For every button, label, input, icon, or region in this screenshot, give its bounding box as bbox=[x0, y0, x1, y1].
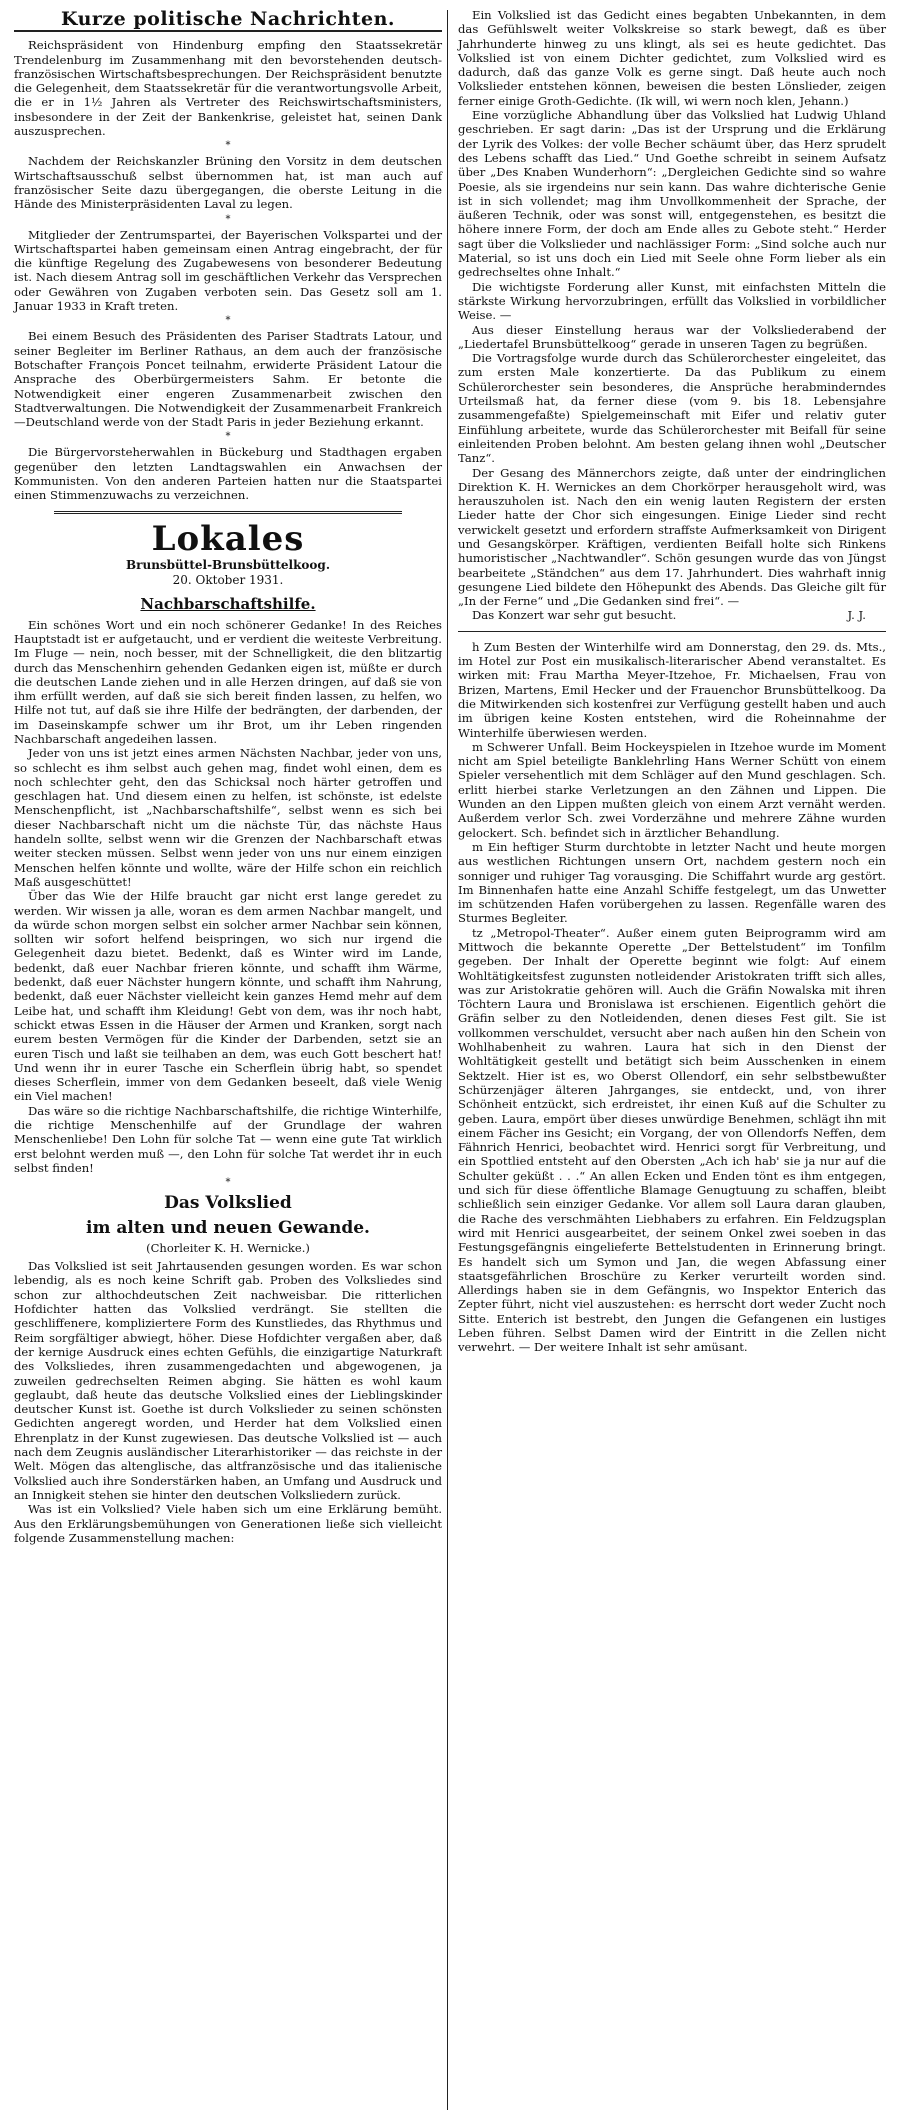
news-item: m Schwerer Unfall. Beim Hockeyspielen in Itzehoe wurde im Moment nicht am Spiel beteiligte Banklehrling Hans Werner Schütt von einem Spieler versehentlich mit dem Schläger auf den Mund geschlagen. Sch. erlitt hierbei starke Verletzungen an den Zähnen und Lippen. Die Wunden an den Lippen mußten gleich von einem Arzt vernäht werden. Außerdem verlor Sch. zwei Vorderzähne und mehrere Zähne wurden gelockert. Sch. befindet sich in ärztlicher Behandlung. bbox=[458, 739, 886, 840]
separator-star: * bbox=[225, 140, 231, 152]
news-item: h Zum Besten der Winterhilfe wird am Donnerstag, den 29. ds. Mts., im Hotel zur Post ein musikalisch-literarischer Abend veranstaltet. Es wirken mit: Frau Martha Meyer-Itzehoe, Fr. Michaelsen, Frau von Brizen, Martens, Emil Hecker und der Frauenchor Brunsbüttelkoog. Da die Mitwirkenden sich kostenfrei zur Verfügung gestellt haben und auch im übrigen keine Kosten entstehen, wird die Roheinnahme der Winterhilfe überwiesen werden. bbox=[458, 639, 886, 740]
folksong-title-1: Das Volkslied bbox=[164, 1193, 292, 1214]
author-signature: J. J. bbox=[847, 608, 866, 623]
politics-item: Reichspräsident von Hindenburg empfing den Staatssekretär Trendelenburg im Zusammenhang mit den bevorstehenden deutsch-französischen Wirtschaftsbesprechungen. Der Reichspräsident benutzte die Gelegenheit, dem Staatssekretär für die verantwortungsvolle Arbeit, die er in 1½ Jahren als Vertreter des Reichswirtschaftsministers, insbesondere in der Zeit der Bankenkrise, geleistet hat, seinen Dank auszusprechen. bbox=[14, 38, 442, 139]
folksong-paragraph: Der Gesang des Männerchors zeigte, daß unter der eindringlichen Direktion K. H. Wernickes an dem Chorkörper herausgeholt wird, was herauszuholen ist. Nach den ein wenig lauten Registern der ersten Lieder hatte der Chor sich eingesungen. Einige Lieder sind recht verwickelt gesetzt und erfordern straffste Aufmerksamkeit von Dirigent und Gesangskörper. Kräftigen, verdienten Beifall holte sich Rinkens humoristischer „Nachtwandler“. Schön gesungen wurde das von Jüngst bearbeitete „Ständchen“ aus dem 17. Jahrhundert. Dies wahrhaft innig gesungene Lied bildete den Höhepunkt des Abends. Das Gleiche gilt für „In der Ferne“ und „Die Gedanken sind frei“. — bbox=[458, 465, 886, 609]
separator-star: * bbox=[225, 315, 231, 327]
section-divider bbox=[54, 511, 402, 514]
folksong-paragraph: Ein Volkslied ist das Gedicht eines begabten Unbekannten, in dem das Gefühlswelt weiter Volkskreise so stark bewegt, daß es über Jahrhunderte hinweg zu uns klingt, als sei es heute gedichtet. Das Volkslied ist von einem Dichter gedichtet, zum Volkslied wird es dadurch, daß das ganze Volk es gerne singt. Daß heute auch noch Volkslieder entstehen können, beweisen die besten Lönslieder, zeigen ferner einige Groth-Gedichte. (Ik will, wi wern noch klen, Jehann.) bbox=[458, 8, 886, 108]
folksong-paragraph: Was ist ein Volkslied? Viele haben sich um eine Erklärung bemüht. Aus den Erklärungsbemühungen von Generationen ließe sich vielleicht folgende Zusammenstellung machen: bbox=[14, 1502, 442, 1545]
local-place: Brunsbüttel-Brunsbüttelkoog. bbox=[126, 557, 330, 572]
neighbour-title: Nachbarschaftshilfe. bbox=[140, 594, 316, 613]
right-column bbox=[458, 8, 886, 1355]
left-column bbox=[14, 8, 442, 1545]
neighbour-paragraph: Das wäre so die richtige Nachbarschaftshilfe, die richtige Winterhilfe, die richtige Menschenhilfe auf der Grundlage der wahren Menschenliebe! Den Lohn für solche Tat — wenn eine gute Tat wirklich erst belohnt werden muß —, den Lohn für solche Tat werdet ihr in euch selbst finden! bbox=[14, 1103, 442, 1175]
local-heading: Lokales bbox=[151, 518, 305, 559]
politics-heading: Kurze politische Nachrichten. bbox=[14, 12, 442, 32]
section-divider bbox=[458, 631, 886, 632]
column-rule bbox=[447, 10, 448, 2110]
neighbour-paragraph: Über das Wie der Hilfe braucht gar nicht erst lange geredet zu werden. Wir wissen ja alle, woran es dem armen Nachbar mangelt, und da würde schon morgen selbst ein solcher armer Nachbar sein können, sollten wir sofort helfend beispringen, wo sich nur irgend die Gelegenheit dazu bietet. Bedenkt, daß es Winter wird im Lande, bedenkt, daß euer Nachbar frieren könnte, und schafft ihm Wärme, bedenkt, daß euer Nächster hungern könnte, und schafft ihm Nahrung, bedenkt, daß euer Nächster vielleicht kein ganzes Hemd mehr auf dem Leibe hat, und schafft ihm Kleidung! Gebt von dem, was ihr noch habt, schickt etwas Essen in die Häuser der Armen und Kranken, sorgt nach eurem besten Vermögen für die Kinder der Darbenden, setzt sie an euren Tisch und laßt sie teilhaben an dem, was euch Gott beschert hat! Und wenn ihr in eurer Tasche ein Scherflein übrig habt, so spendet dieses Scherflein, immer von dem Gedanken beseelt, daß viele Wenig ein Viel machen! bbox=[14, 889, 442, 1104]
neighbour-paragraph: Jeder von uns ist jetzt eines armen Nächsten Nachbar, jeder von uns, so schlecht es ihm selbst auch gehen mag, findet wohl einen, dem es noch schlechter geht, den das Schicksal noch härter getroffen und geschlagen hat. Und diesem einen zu helfen, ist schönste, ist edelste Menschenpflicht, ist „Nachbarschaftshilfe“, selbst wenn es sich bei dieser Nachbarschaft nicht um die nächste Tür, das nächste Haus handeln sollte, selbst wenn wir die Grenzen der Nachbarschaft etwas weiter stecken müssen. Selbst wenn jeder von uns nur einem einzigen Menschen helfen könnte und wollte, wäre der Hilfe schon ein reichlich Maß ausgeschüttet! bbox=[14, 746, 442, 889]
news-item: tz „Metropol-Theater“. Außer einem guten Beiprogramm wird am Mittwoch die bekannte Operette „Der Bettelstudent“ im Tonfilm gegeben. Der Inhalt der Operette beginnt wie folgt: Auf einem Wohltätigkeitsfest zugunsten notleidender Aristokraten trifft sich alles, was zur Aristokratie gehören will. Auch die Gräfin Nowalska mit ihren Töchtern Laura und Bronislawa ist erschienen. Eigentlich gehört die Gräfin selber zu den Notleidenden, denen dieses Fest gilt. Sie ist vollkommen verschuldet, versucht aber nach außen hin den Schein von Wohlhabenheit zu wahren. Laura hat sich in den Dienst der Wohltätigkeit gestellt und betätigt sich beim Ausschenken in einem Sektzelt. Hier ist es, wo Oberst Ollendorf, ein sehr selbstbewußter Schürzenjäger älteren Jahrganges, sie entdeckt, und, von ihrer Schönheit entzückt, sich erdreistet, ihr einen Kuß auf die Schulter zu geben. Laura, empört über dieses unwürdige Benehmen, schlägt ihn mit einem Fächer ins Gesicht; ein Vorgang, der von Ollendorfs Neffen, dem Fähnrich Henrici, beobachtet wird. Henrici sorgt für Verbreitung, und ein Spottlied entsteht auf den Obersten „Ach ich hab' sie ja nur auf die Schulter geküßt . . .“ An allen Ecken und Enden tönt es ihm entgegen, und sich für diese öffentliche Blamage Genugtuung zu schaffen, bleibt schließlich sein einziger Gedanke. Vor allem soll Laura daran glauben, die Rache des verschmähten Liebhabers zu erfahren. Ein Feldzugsplan wird mit Henrici ausgearbeitet, der seinem Onkel zwei soeben in das Festungsgefängnis eingelieferte Bettelstudenten in Erinnerung bringt. Es handelt sich um Symon und Jan, die wegen Abfassung einer staatsgefährlichen Broschüre zu Kerker verurteilt worden sind. Allerdings haben sie in dem Gefängnis, wo Inspektor Enterich das Zepter führt, nicht viel auszustehen: es herrscht dort weder Zucht noch Sitte. Enterich ist bestrebt, den Jungen die Gefangenen ein lustiges Leben führen. Selbst Damen wird der Eintritt in die Zellen nicht verwehrt. — Der weitere Inhalt ist sehr amüsant. bbox=[458, 925, 886, 1355]
neighbour-paragraph: Ein schönes Wort und ein noch schönerer Gedanke! In des Reiches Hauptstadt ist er aufgetaucht, und er verdient die weiteste Verbreitung. Im Fluge — nein, noch besser, mit der Schnelligkeit, die den blitzartig durch das Menschenhirn gehenden Gedanken eigen ist, müßte er durch die deutschen Lande ziehen und in alle Herzen dringen, auf daß sie von ihm erfüllt werden, auf daß sie sich bereit finden lassen, zu helfen, wo Hilfe not tut, auf daß sie ihre Hilfe der bedrängten, der darbenden, der im Daseinskampfe schwer um ihr Brot, um ihr Leben ringenden Nachbarschaft angedeihen lassen. bbox=[14, 617, 442, 746]
folksong-closing: Das Konzert war sehr gut besucht. bbox=[472, 608, 677, 623]
politics-item: Mitglieder der Zentrumspartei, der Bayerischen Volkspartei und der Wirtschaftspartei haben gemeinsam einen Antrag eingebracht, der für die künftige Regelung des Zugabewesens von besonderer Bedeutung ist. Nach diesem Antrag soll im geschäftlichen Verkehr das Versprechen oder Gewähren von Zugaben verboten sein. Das Gesetz soll am 1. Januar 1933 in Kraft treten. bbox=[14, 227, 442, 314]
local-date: 20. Oktober 1931. bbox=[172, 572, 284, 587]
politics-item: Bei einem Besuch des Präsidenten des Pariser Stadtrats Latour, und seiner Begleiter im Berliner Rathaus, an dem auch der französische Botschafter François Poncet teilnahm, erwiderte Präsident Latour die Ansprache des Oberbürgermeisters Sahm. Er betonte die Notwendigkeit einer engeren Zusammenarbeit zwischen den Stadtverwaltungen. Die Notwendigkeit der Zusammenarbeit Frankreich—Deutschland werde von der Stadt Paris in jeder Beziehung erkannt. bbox=[14, 329, 442, 430]
folksong-title-2: im alten und neuen Gewande. bbox=[86, 1218, 370, 1239]
separator-star: * bbox=[225, 431, 231, 443]
separator-star: * bbox=[225, 1177, 231, 1189]
folksong-paragraph: Eine vorzügliche Abhandlung über das Volkslied hat Ludwig Uhland geschrieben. Er sagt darin: „Das ist der Ursprung und die Erklärung der Lyrik des Volkes: der volle Becher schäumt über, das Herz sprudelt des Lebens schafft das Lied.“ Und Goethe schreibt in seinem Aufsatz über „Des Knaben Wunderhorn“: „Dergleichen Gedichte sind so wahre Poesie, als sie irgendeins nur sein kann. Das wahre dichterische Genie ist in sich vollendet; mag ihm Unvollkommenheit der Sprache, der äußeren Technik, oder was sonst will, entgegenstehen, es besitzt die höhere innere Form, der doch am Ende alles zu Gebote steht.“ Herder sagt über die Volkslieder und nachlässiger Form: „Sind solche auch nur Material, so ist uns doch ein Lied mit Seele ohne Form lieber als ein gedrechseltes ohne Inhalt.“ bbox=[458, 108, 886, 280]
folksong-byline: (Chorleiter K. H. Wernicke.) bbox=[146, 1241, 310, 1256]
folksong-paragraph: Das Volkslied ist seit Jahrtausenden gesungen worden. Es war schon lebendig, als es noch keine Schrift gab. Proben des Volksliedes sind schon zur althochdeutschen Zeit nachweisbar. Die ritterlichen Hofdichter hatten das Volkslied verdrängt. Sie stellten die geschliffenere, kompliziertere Form des Kunstliedes, das Rhythmus und Reim sorgfältiger abwiegt, höher. Diese Hofdichter vergaßen aber, daß der kernige Ausdruck eines echten Gefühls, die einzigartige Naturkraft des Volksliedes, ihren zusammengedachten und abgewogenen, ja zuweilen gedrechselten Reimen abging. Sie hätten es wohl kaum geglaubt, daß heute das deutsche Volkslied eines der Lieblingskinder deutscher Kunst ist. Goethe ist durch Volkslieder zu seinen schönsten Gedichten angeregt worden, und Herder hat dem Volkslied einen Ehrenplatz in der Kunst zugewiesen. Das deutsche Volkslied ist — auch nach dem Zeugnis ausländischer Literarhistoriker — das reichste in der Welt. Mögen das altenglische, das altfranzösische und das italienische Volkslied auch ihre Sonderstärken haben, an Umfang und Ausdruck und an Innigkeit stehen sie hinter den deutschen Volksliedern zurück. bbox=[14, 1259, 442, 1502]
folksong-paragraph: Aus dieser Einstellung heraus war der Volksliederabend der „Liedertafel Brunsbüttelkoog“ gerade in unseren Tagen zu begrüßen. bbox=[458, 322, 886, 351]
closing-row bbox=[458, 608, 886, 622]
folksong-paragraph: Die Vortragsfolge wurde durch das Schülerorchester eingeleitet, das zum ersten Male konzertierte. Da das Publikum zu einem Schülerorchester sein besonderes, die Ansprüche herabminderndes Urteilsmaß hat, da ferner diese (vom 9. bis 18. Lebensjahre zusammengefaßte) Spielgemeinschaft mit Eifer und relativ guter Einfühlung arbeitete, wurde das Schülerorchester mit Beifall für seine einleitenden Proben belohnt. Am besten gelang ihnen wohl „Deutscher Tanz“. bbox=[458, 351, 886, 466]
politics-item: Nachdem der Reichskanzler Brüning den Vorsitz in dem deutschen Wirtschaftsausschuß selbst übernommen hat, ist man auch auf französischer Seite dazu übergegangen, die oberste Leitung in die Hände des Ministerpräsidenten Laval zu legen. bbox=[14, 154, 442, 212]
folksong-paragraph: Die wichtigste Forderung aller Kunst, mit einfachsten Mitteln die stärkste Wirkung hervorzubringen, erfüllt das Volkslied in vorbildlicher Weise. — bbox=[458, 279, 886, 323]
politics-item: Die Bürgervorsteherwahlen in Bückeburg und Stadthagen ergaben gegenüber den letzten Landtagswahlen ein Anwachsen der Kommunisten. Von den anderen Parteien hatten nur die Staatspartei einen Stimmenzuwachs zu verzeichnen. bbox=[14, 445, 442, 503]
news-item: m Ein heftiger Sturm durchtobte in letzter Nacht und heute morgen aus westlichen Richtungen unsern Ort, nachdem gestern noch ein sonniger und ruhiger Tag vorausging. Die Schiffahrt wurde arg gestört. Im Binnenhafen hatte eine Anzahl Schiffe festgelegt, um das Unwetter im schützenden Hafen vorübergehen zu lassen. Regenfälle waren des Sturmes Begleiter. bbox=[458, 839, 886, 926]
separator-star: * bbox=[225, 213, 231, 225]
